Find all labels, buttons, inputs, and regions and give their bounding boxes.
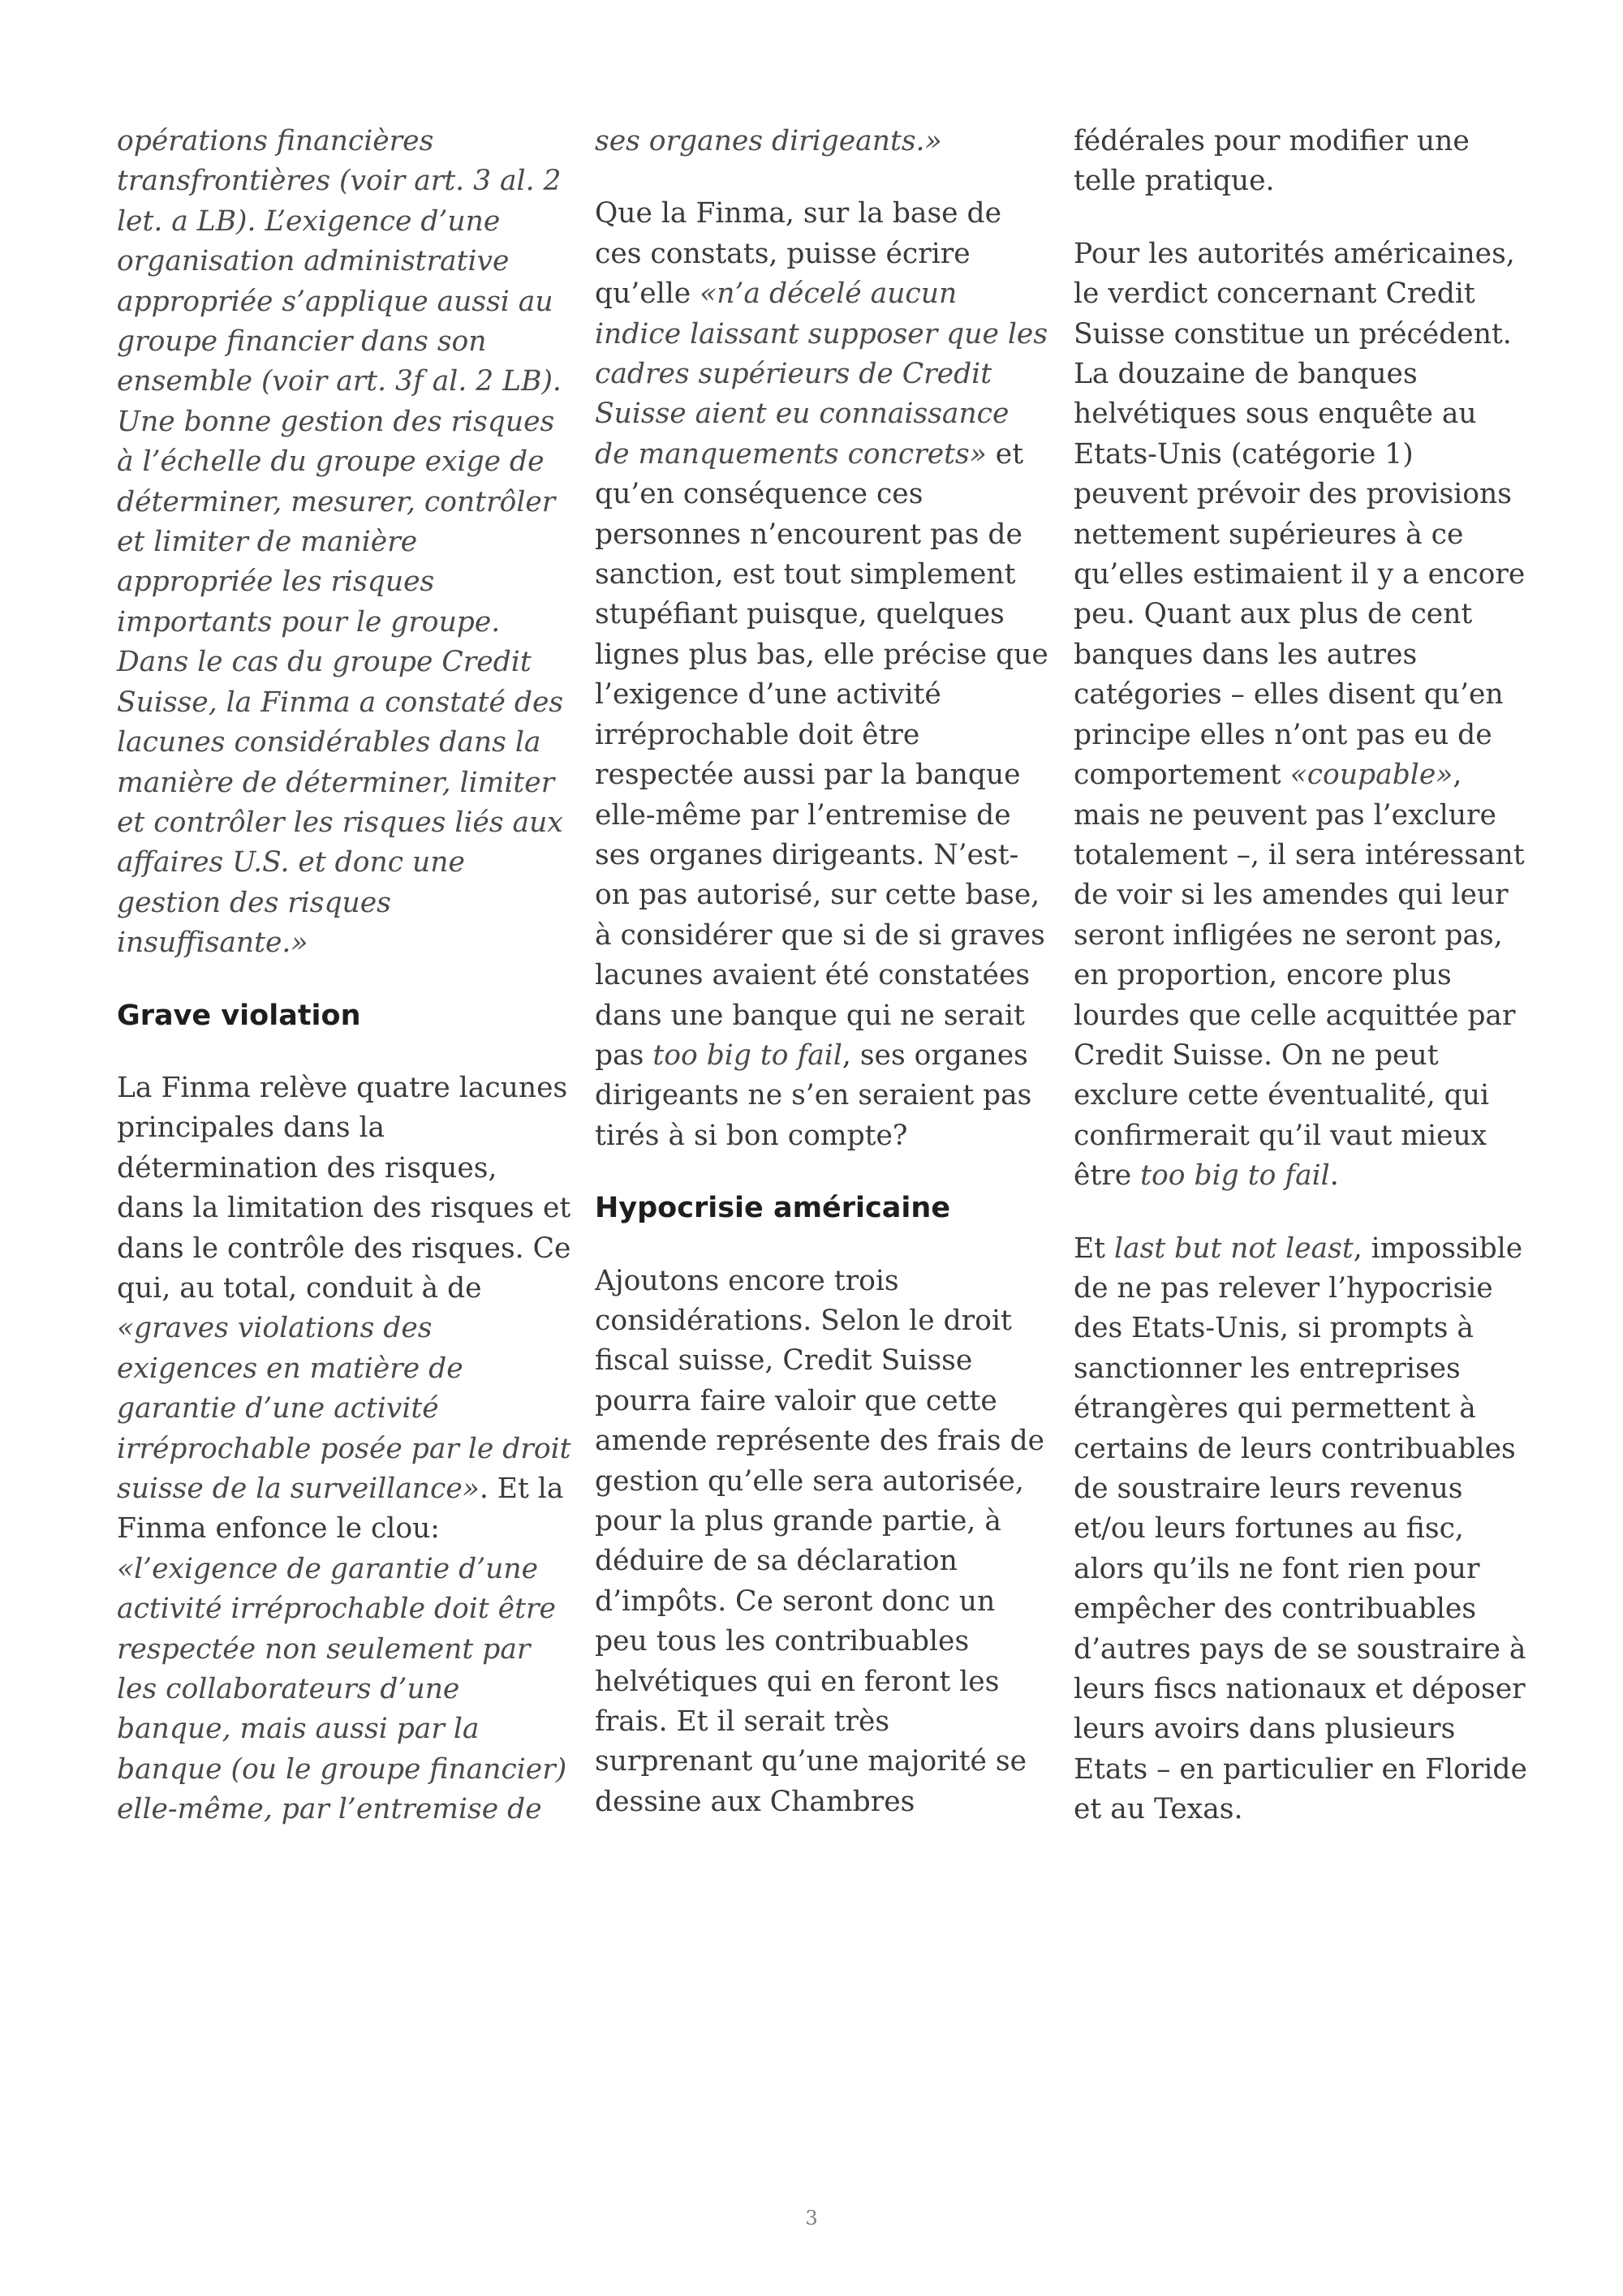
text-run: La Finma relève quatre lacunes principales dans la détermination des risques, dans la limitation des risques et dans le contrôle des risques. Ce qui, au total, conduit à de: [117, 1071, 571, 1305]
section-heading-hypocrisie-americaine: Hypocrisie américaine: [595, 1192, 951, 1225]
text-column-3: [1074, 122, 1528, 1863]
body-paragraph: Ajoutons encore trois considérations. Selon le droit fiscal suisse, Credit Suisse pourra faire valoir que cette amende représente des frais de gestion qu’elle sera autorisée, pour la plus grande partie, à déduire de sa déclaration d’impôts. Ce seront donc un peu tous les contribuables helvétiques qui en feront les frais. Et il serait très surprenant qu’une majorité se dessine aux Chambres: [595, 1264, 1045, 1818]
body-paragraph: [1074, 1229, 1528, 1830]
text-run: .: [1329, 1159, 1339, 1193]
text-run: Que la Finma, sur la base de ces constats, puisse écrire qu’elle: [595, 197, 1002, 311]
text-run: , mais ne peuvent pas l’exclure totalement –, il sera intéressant de voir si les amendes qui leur seront infligées ne seront pas, en proportion, encore plus lourdes que celle acquittée par Credit Suisse. On ne peut exclure cette éventualité, qui confirmerait qu’il vaut mieux être: [1074, 759, 1525, 1193]
emphasis-run: too big to fail: [652, 1038, 842, 1072]
text-run: , impossible de ne pas relever l’hypocrisie des Etats-Unis, si prompts à sanctionner les entreprises étrangères qui permettent à certains de leurs contribuables de soustraire leurs revenus et/ou leurs fortunes au fisc, alors qu’ils ne font rien pour empêcher des contribuables d’autres pays de se soustraire à leurs fiscs nationaux et déposer leurs avoirs dans plusieurs Etats – en particulier en Floride et au Texas.: [1074, 1232, 1527, 1826]
text-run: Et: [1074, 1232, 1115, 1265]
quote-run: «l’exigence de garantie d’une activité irréprochable doit être respectée non seulement par les collaborateurs d’une banque, mais aussi par la banque (ou le groupe financier) elle-même, par l’entremise de: [117, 1552, 567, 1826]
quote-paragraph: opérations financières transfrontières (voir art. 3 al. 2 let. a LB). L’exigence d’une organisation administrative appropriée s’applique aussi au groupe financier dans son ensemble (voir art. 3f al. 2 LB). Une bonne gestion des risques à l’échelle du groupe exige de déterminer, mesurer, contrôler et limiter de manière appropriée les risques importants pour le groupe. Dans le cas du groupe Credit Suisse, la Finma a constaté des lacunes considérables dans la manière de déterminer, limiter et contrôler les risques liés aux affaires U.S. et donc une gestion des risques insuffisante.»: [117, 125, 564, 960]
text-column-2: [595, 122, 1049, 1855]
quote-paragraph: ses organes dirigeants.»: [595, 125, 942, 157]
quote-run: «n’a décelé aucun indice laissant supposer que les cadres supérieurs de Credit Suisse aient eu connaissance de manquements concrets»: [595, 277, 1048, 471]
body-paragraph: [1074, 234, 1528, 1197]
section-heading-grave-violation: Grave violation: [117, 999, 361, 1032]
body-paragraph: [117, 1068, 571, 1830]
quote-run: «graves violations des exigences en matière de garantie d’une activité irréprochable posée par le droit suisse de la surveillance»: [117, 1312, 571, 1505]
emphasis-run: too big to fail: [1140, 1159, 1330, 1193]
text-column-1: [117, 122, 571, 1863]
text-run: et qu’en conséquence ces personnes n’encourent pas de sanction, est tout simplement stupéfiant puisque, quelques lignes plus bas, elle précise que l’exigence d’une activité irréprochable doit être respectée aussi par la banque elle-même par l’entremise de ses organes dirigeants. N’est-on pas autorisé, sur cette base, à considérer que si de si graves lacunes avaient été constatées dans une banque qui ne serait pas: [595, 437, 1048, 1072]
page-number: 3: [805, 2207, 818, 2229]
quote-run: «coupable»: [1289, 759, 1453, 792]
text-run: . Et la Finma enfonce le clou:: [117, 1473, 564, 1546]
emphasis-run: last but not least: [1114, 1232, 1354, 1265]
text-run: Pour les autorités américaines, le verdict concernant Credit Suisse constitue un précédent. La douzaine de banques helvétiques sous enquête au Etats-Unis (catégorie 1) peuvent prévoir des provisions nettement supérieures à ce qu’elles estimaient il y a encore peu. Quant aux plus de cent banques dans les autres catégories – elles disent qu’en principe elles n’ont pas eu de comportement: [1074, 237, 1526, 792]
body-paragraph: fédérales pour modifier une telle pratique.: [1074, 125, 1470, 198]
text-run: , ses organes dirigeants ne s’en seraient pas tirés à si bon compte?: [595, 1038, 1032, 1152]
body-paragraph: [595, 194, 1049, 1156]
